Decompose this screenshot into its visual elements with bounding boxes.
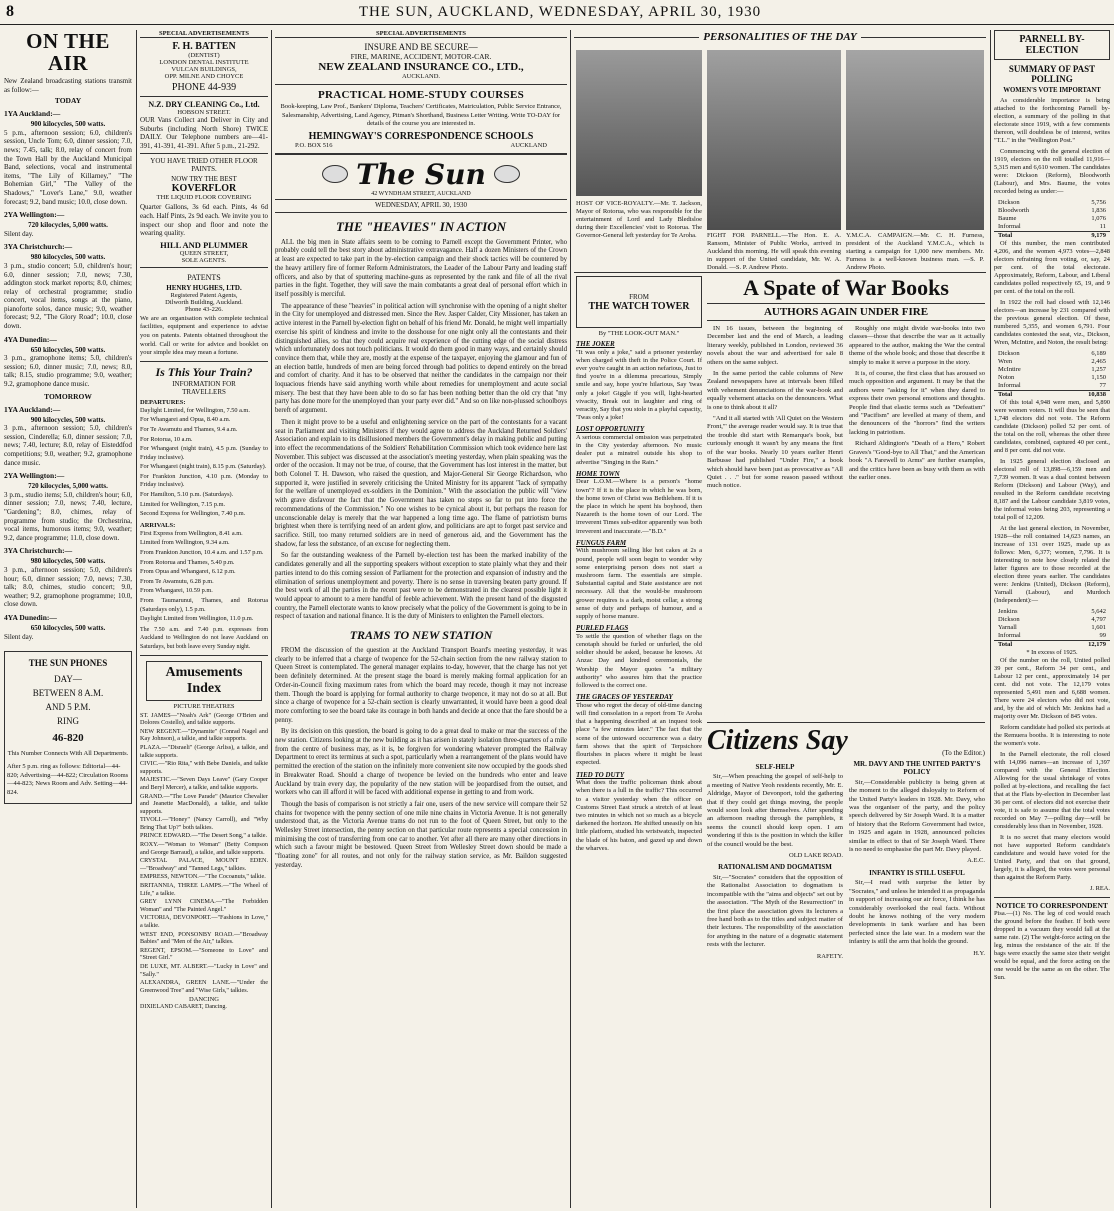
column-rule xyxy=(136,30,137,1208)
war-books-paragraph: IN 16 issues, between the beginning of December last and the end of March, a leading literary weekly, published in London, reviewed 36 novels about the war and advertised for sale 8 others on the same subject. xyxy=(707,325,843,366)
station-item xyxy=(4,613,132,641)
parnell-paragraph: In 1922 the roll had closed with 12,146 electors—an increase by 231 compared with the previous general election. Of these, numbered 5,355, and women 6,791. Four candidates contested the seat, viz., Dickson, Wren, McIntire, and Noton, the result being: xyxy=(994,299,1110,346)
station-programme: 3 p.m., studio items; 5.0, children's hour; 6.0, dinner session; 7.0, news; 7.40, lecture, "Gardening"; 8.0, chimes, relay of programme from studio; the Orchestrina, vocal items, humorous items; 9.0, weather; 9.2, dance programme; 11.0, close down. xyxy=(4,490,132,542)
home-study-title: PRACTICAL HOME-STUDY COURSES xyxy=(317,89,525,101)
departures-list xyxy=(140,407,268,519)
sun-crest-icon xyxy=(322,165,348,183)
dry-cleaning-ad xyxy=(140,97,268,154)
watch-tower-item xyxy=(576,624,702,690)
poll-votes: 99 xyxy=(1099,632,1106,639)
train-entry: From Whangarei, 10.59 p.m. xyxy=(140,587,213,595)
amusement-item: ST. JAMES—"Noah's Ark" (George O'Brien and Dolores Costello), and talkie supports. xyxy=(140,711,268,727)
watch-tower-text: "It was only a joke," said a prisoner yesterday when charged with theft in the Police Court. If ever you're caught in an action nefarious, Just to find you're in a dilemma precarious, Simply smile and say, hope you're hilarious, Say 'twas only a joke! Giggle if you will, light-hearted vivacity, Break out in laughter and ring of veracity, Say that you stole in a playful capacity, 'Twas only a joke! xyxy=(576,348,702,422)
watch-tower-item xyxy=(576,470,702,536)
watch-tower-heading: THE GRACES OF YESTERDAY xyxy=(576,693,673,702)
station-frequency: 650 kilocycles, 500 watts. xyxy=(30,623,106,632)
poll-votes: 1,076 xyxy=(1091,215,1106,222)
poll-votes: 12,179 xyxy=(1088,641,1106,648)
koverflor-line: NOW TRY THE BEST xyxy=(171,175,237,184)
poll-row xyxy=(994,199,1110,207)
koverflor-name: KOVERFLOR xyxy=(171,183,237,195)
letter-heading: INFANTRY IS STILL USEFUL xyxy=(869,868,965,877)
station-name: 1YA Auckland:— xyxy=(4,109,61,119)
poll-votes: 5,642 xyxy=(1091,608,1106,615)
train-entry: From Rotorua and Thames, 5.40 p.m. xyxy=(140,558,235,566)
poll-row xyxy=(994,207,1110,215)
page-number: 8 xyxy=(6,3,14,20)
trams-paragraph: Though the basis of comparison is not strictly a fair one, users of the new service will compare their 52 chains for twopence with the penny section of one mile nine chains in Victoria Avenue. It is not generally understood that, as the Victoria Avenue trams do not run to the foot of Queen Street, but only to the Wellesley Street intersection, the penny section on that particular route represents a special concession in minimising the cost of transferring from one car to another. Yet after all there are many other directions in which such a favour might be bestowed. Queen Street from Wellesley Street down should be made a "floating zone" for all routes, and not only for the railway station service, as Mr. Baildon suggested yesterday. xyxy=(275,800,567,869)
station-programme: 3 p.m., afternoon session; 5.0, children's session, Cinderella; 6.0, dinner session; 7.0, news; 7.40, lecture; 8.0, relay of Eisteddfod competitions; 9.0, weather; 9.2, gramophone dance music. xyxy=(4,424,132,467)
watch-tower-logo xyxy=(576,276,702,328)
train-entry: For Whangarei and Opua, 8.40 a.m. xyxy=(140,416,231,424)
poll-votes: 77 xyxy=(1099,382,1106,389)
train-entry: For Whangarei (night train), 4.5 p.m. (Sunday to Friday inclusive). xyxy=(140,445,268,461)
war-books-paragraph: "And it all started with 'All Quiet on the Western Front,'" the average reader would say. It is true that the trouble did start with Remarque's book, but curiously enough it wasn't by any means the first of the war books. Nearly 10 years earlier Henri Barbusse had published "Under Fire," a book which should have been just as provocative as "All Quiet . . ." but for some reason passed without much notice. xyxy=(707,415,843,490)
station-frequency: 900 kilocycles, 500 watts. xyxy=(30,415,106,424)
insurance-line: INSURE AND BE SECURE— xyxy=(364,42,478,52)
station-item xyxy=(4,335,132,389)
amusement-item: VICTORIA, DEVONPORT.—"Fashions in Love," a talkie. xyxy=(140,914,268,929)
poll-row xyxy=(994,374,1110,382)
editorial-paragraph: So far the outstanding weakness of the Parnell by-election test has been the marked inability of the candidates generally and all the supporting speakers without exception to state plainly what they and their parties intend to do this coming session of Parliament for the protection and expansion of industry and the elimination of serious unemployment and poverty. There is no sense in traversing beaten party ground. If the best work of all the parties in the recent past were to be demonstrated in the clearest possible light it would appear to amount to a mere handful of feeble achievement. With the present hand of the disgusted country, the Parnell electorate wants to know precisely what the policy of the Government is going to be in respect of taxation and national finance. It is the duty of Ministers to enlighten the Parnell electors. xyxy=(275,552,567,621)
poll-candidate: Total xyxy=(998,232,1013,239)
amusement-item: DE LUXE, MT. ALBERT.—"Lucky in Love" and "Sally." xyxy=(140,962,268,978)
dancing-item: DIXIELAND CABARET, Dancing. xyxy=(140,1004,227,1011)
poll-votes: 2,465 xyxy=(1091,358,1106,365)
poll-row xyxy=(994,616,1110,624)
patents-phone: Phone 43-226. xyxy=(185,305,223,313)
war-books-body xyxy=(707,325,985,491)
poll-candidate: Total xyxy=(998,641,1013,648)
sun-phones-box xyxy=(4,651,132,804)
poll-table-1919 xyxy=(994,199,1110,240)
parnell-paragraph: Reform candidate had polled six periods at the Remuera booths. It is interesting to note the women's vote. xyxy=(994,724,1110,747)
watch-tower-text: To settle the question of whether flags on the cenotaph should be furled or unfurled, the old soldier should be asked, because he knows. At Anzac Day and kindred ceremonials, the Worship the Mayor quotes "a military authority" who assures him that the practice followed is the correct one. xyxy=(576,632,702,690)
war-books-subtitle: AUTHORS AGAIN UNDER FIRE xyxy=(707,303,985,321)
column-rule xyxy=(990,30,991,1208)
watch-tower-column xyxy=(576,276,702,1206)
letter-signature: A.E.C. xyxy=(967,857,985,865)
letter-heading: SELF-HELP xyxy=(755,763,795,771)
trams-paragraph: By its decision on this question, the board is going to do a great deal to make or mar the success of the new station. Citizens looking at the new building as it has arisen in stately isolation three-quarters of a mile from the centre of business may, as it is, be forgiven for wondering whatever prompted the Railway Department to erect its terminus at such a spot, particularly when a rearrangement of the plans would have permitted the erection of the station on the infinitely more convenient site now occupied by the goods shed in Breakwater Road. Should a charge of twopence be levied on the hundreds who enter and leave Auckland by train every day, the popularity of the new station will be jeopardised from the outset, and workers who can ill afford it will be faced with additional expense in getting to and from work. xyxy=(275,728,567,797)
station-programme: 3 p.m., studio concert; 5.0, children's hour; 6.0, dinner session; 7.0, news; 7.30, addington stock market reports; 8.0, chimes; relay of orchestral programme; studio concert, vocal items, songs at the piano, pianoforte solos, dance music; 9.0, weather forecast; 9.2, "The Glory Road"; 10.0, close down. xyxy=(4,261,132,331)
train-entry: For Te Awamutu and Thames, 9.4 a.m. xyxy=(140,425,238,433)
on-the-air-intro: New Zealand broadcasting stations transmit as follow:— xyxy=(4,77,132,94)
koverflor-ad xyxy=(140,154,268,267)
portrait-photo xyxy=(846,50,984,230)
poll-votes: 11 xyxy=(1099,223,1106,230)
letter-signature: OLD LAKE ROAD. xyxy=(789,852,843,860)
patents-name: HENRY HUGHES, LTD. xyxy=(166,283,242,292)
poll-candidate: Baume xyxy=(998,215,1017,222)
koverflor-line: THE LIQUID FLOOR COVERING xyxy=(156,194,252,202)
stations-tomorrow-list xyxy=(4,405,132,641)
watch-tower-heading: TIED TO DUTY xyxy=(576,770,625,779)
train-entry: For Whangarei (night train), 8.15 p.m. (Saturday). xyxy=(140,463,267,471)
train-entry: Limited from Wellington, 9.34 a.m. xyxy=(140,539,230,547)
amusement-item: CIVIC.—"Rio Rita," with Bebe Daniels, and talkie supports. xyxy=(140,760,268,775)
watch-tower-heading: FUNGUS FARM xyxy=(576,538,627,547)
insurance-name: NEW ZEALAND INSURANCE CO., LTD., xyxy=(318,61,524,73)
batten-title: (DENTIST) xyxy=(188,52,220,59)
insurance-city: AUCKLAND. xyxy=(401,73,441,80)
station-programme: 3 p.m., afternoon session; 5.0, children's hour; 6.0, dinner session; 7.0, news; 7.30, talk; 8.0, chimes, studio concert; 9.0, weather; 9.2, gramophone programme; 10.0, close down. xyxy=(4,565,132,609)
amusement-item: CRYSTAL PALACE, MOUNT EDEN.—"Broadway" and "Tanned Legs," talkies. xyxy=(140,857,268,872)
station-name: 4YA Dunedin:— xyxy=(4,334,57,344)
station-programme: Silent day. xyxy=(4,632,34,641)
koverflor-firm: HILL AND PLUMMER xyxy=(160,239,248,250)
notice-title: NOTICE TO CORRESPONDENT xyxy=(994,897,1110,910)
letter-text: Sir,—I read with surprise the letter by "Socrates," and unless he intended it as propaganda in support of increasing our air force, I think he has considerably overlooked the real facts. Without doubt he knows nothing of the very modern developments in tank warfare and has been perfected since the late war. In a modern war the infantry is still the arm that holds the ground. xyxy=(849,879,985,946)
koverflor-body: Quarter Gallons, 3s 6d each. Pints, 4s 6d each. Half Pints, 2s 9d each. We invite you to inspect our shop and floor and note the wearing quality. xyxy=(140,203,268,238)
patents-body: We are an organisation with complete technical facilities, equipment and experience to advise you on patents. Patents obtained throughout the world. Call or write for advice and booklet on your simple idea may mean a fortune. xyxy=(140,314,268,357)
poll-candidate: Yarnall xyxy=(998,624,1017,631)
on-the-air-column xyxy=(4,30,132,1208)
train-entry: Second Express for Wellington, 7.40 p.m. xyxy=(140,510,246,518)
poll-candidate: Dickson xyxy=(998,616,1020,623)
poll-row xyxy=(994,215,1110,223)
adverts-section-label: SPECIAL ADVERTISEMENTS xyxy=(140,30,268,38)
poll-row xyxy=(994,382,1110,390)
parnell-paragraph: In 1925 general election disclosed an electoral roll of 13,898—6,159 men and 7,739 women. It was a dual contest between Reform (Dickson) and Labour (Way), and resulted in the Reform candidate receiving 8,187 and the Labour candidate 3,819 votes, the informal votes being 203, representing a total poll of 12,209. xyxy=(994,458,1110,521)
photo-caption-furness: Y.M.C.A. CAMPAIGN.—Mr. C. H. Furness, president of the Auckland Y.M.C.A., which is starting a campaign for 1,000 new members. Mr. Furness is a well-known business man. —S. P. Andrew Photo. xyxy=(846,232,984,271)
sun-logo: The Sun xyxy=(356,157,486,191)
hemingway-city: AUCKLAND xyxy=(510,141,547,149)
section-divider xyxy=(574,272,986,273)
patents-line: Dilworth Building, Auckland. xyxy=(165,298,243,306)
parnell-summary: SUMMARY OF PAST POLLING xyxy=(1008,64,1096,84)
letter-heading: MR. DAVY AND THE UNITED PARTY'S POLICY xyxy=(853,760,981,777)
masthead xyxy=(0,0,1114,25)
editorial-date: WEDNESDAY, APRIL 30, 1930 xyxy=(275,199,567,209)
phones-line: DAY— xyxy=(54,674,82,685)
station-frequency: 980 kilocycles, 500 watts. xyxy=(30,557,106,566)
amusement-item: WEST END, PONSONBY ROAD.—"Broadway Babies" and "Men of the Air," talkies. xyxy=(140,930,268,946)
amusements-index xyxy=(140,656,268,1015)
col3-section-label: SPECIAL ADVERTISEMENTS xyxy=(275,30,567,38)
personalities-title: PERSONALITIES OF THE DAY xyxy=(703,31,857,43)
koverflor-agents: SOLE AGENTS. xyxy=(181,256,227,264)
station-frequency: 720 kilocycles, 5,000 watts. xyxy=(28,221,108,230)
poll-row xyxy=(994,350,1110,358)
patents-line: Registered Patent Agents, xyxy=(170,291,238,299)
train-title: Is This Your Train? xyxy=(155,364,253,379)
phones-line: This Number Connects With All Departments. xyxy=(7,750,129,758)
parnell-paragraph: It is no secret that many electors would not have supported Reform candidate's candidature and would have voted for the United Party, and that on that ground, largely, it is alleged, the votes were personal than against the Reform Party. xyxy=(994,834,1110,881)
war-books-title: A Spate of War Books xyxy=(743,276,949,300)
amusement-item: PLAZA.—"Disraeli" (George Arliss), a talkie, and talkie supports. xyxy=(140,743,268,759)
amusement-item: EMPRESS, NEWTON.—"The Cocoanuts," talkie. xyxy=(140,873,266,881)
photo-caption-jackson: HOST OF VICE-ROYALTY.—Mr. T. Jackson, Mayor of Rotorua, who was responsible for the entertainment of Lord and Lady Bledisloe during their Excellencies' visit to Rotorua. The Governor-General left yesterday for Te Aroha. xyxy=(576,200,702,239)
train-timetable xyxy=(140,362,268,656)
watch-tower-text: A serious commercial omission was perpetrated in the City yesterday afternoon. No music dealer put a minstrel outside his shop to advertise "Singing in the Rain." xyxy=(576,434,702,466)
station-programme: 3 p.m., gramophone items; 5.0, children's session; 6.0, dinner music; 7.0, news; 8.0, talk; 8.15, studio programme; 9.0, weather; 9.2, gramophone dance music. xyxy=(4,354,132,389)
watch-tower-heading: LOST OPPORTUNITY xyxy=(576,425,645,434)
train-subtitle: INFORMATION FOR xyxy=(172,379,236,388)
trams-paragraph: FROM the discussion of the question at the Auckland Transport Board's meeting yesterday, it was clearly to be inferred that a charge of twopence for the 52-chain section from the new railway station to Queen Street is contemplated. The general manager explains to-day, however, that the charge has not yet been definitely determined. At the present stage the board is merely making formal application for an Order-in-Council fixing maximum rates from which the board may recede, though it may not increase them. Though the board is applying for formal authority to charge twopence, it may not do so at all. But since a charge of twopence for a 52-chain section is clearly unwarranted, it would have been a good deal more comforting to see the board take its courage in both hands and decide at once that the fare should be a penny. xyxy=(275,647,567,724)
amusement-item: NEW REGENT.—"Dynamite" (Conrad Nagel and Kay Johnson), a talkie, and talkie supports. xyxy=(140,727,268,743)
poll-candidate: Dickson xyxy=(998,199,1020,206)
parnell-title: PARNELL BY-ELECTION xyxy=(994,30,1110,60)
parnell-body xyxy=(994,97,1110,893)
poll-votes: 1,601 xyxy=(1091,624,1106,631)
war-books-paragraph: In the same period the cable columns of New Zealand newspapers have at intervals been filled with vehement denunciations of the war-book and equally vehement attacks on the denouncers. What is one to think about it all? xyxy=(707,370,843,411)
watch-tower-heading: HOME TOWN xyxy=(576,469,620,478)
sun-phones-title: THE SUN PHONES xyxy=(28,658,108,669)
train-entry: From Te Awamutu, 6.28 p.m. xyxy=(140,577,214,585)
letter-heading: RATIONALISM AND DOGMATISM xyxy=(718,863,832,872)
train-entry: Daylight Limited, for Wellington, 7.50 a.m. xyxy=(140,406,250,414)
batten-phone: PHONE 44-939 xyxy=(171,82,237,93)
watch-tower-text: What does the traffic policeman think about when there is a lull in the traffic? This occurred to a visitor yesterday when the officer on Customs Street East struck a stretch of at least two minutes in which not so much as a bicycle darkened the horizon. He shifted uneasily on his little platform, studied his wristwatch, inspected the blade of his baton, and gazed up and down the wharves. xyxy=(576,779,702,852)
poll-candidate: Dickson xyxy=(998,350,1020,357)
insurance-ad xyxy=(275,38,567,85)
letters-body xyxy=(707,760,985,962)
poll-candidate: Noton xyxy=(998,374,1015,381)
poll-candidate: Total xyxy=(998,391,1013,398)
batten-line: OPP. MILNE AND CHOYCE xyxy=(164,73,244,80)
patents-ad xyxy=(140,268,268,362)
amusement-item: GRAND.—"The Love Parade" (Maurice Chevalier and Jeanette MacDonald), a talkie, and talkie supports. xyxy=(140,792,268,815)
parnell-signature: J. REA. xyxy=(1089,885,1110,892)
watch-tower-item xyxy=(576,539,702,621)
parnell-paragraph: As considerable importance is being attached to the forthcoming Parnell by-election, a summary of the polling in that electorate since 1919, with a few comments thereon, will doubtless be of interest, writes "T.L." in the "Wellington Post." xyxy=(994,97,1110,144)
train-entry: From Taumarunui, Thames, and Rotorua (Saturdays only), 1.5 p.m. xyxy=(140,597,268,613)
amusements-title: Index xyxy=(186,680,222,696)
train-entry: Limited for Wellington, 7.15 p.m. xyxy=(140,500,226,508)
adverts-column xyxy=(140,30,268,1208)
photo-caption-ransom: FIGHT FOR PARNELL.—The Hon. E. A. Ransom, Minister of Public Works, arrived in Auckland this morning. He will speak this evening in support of the United candidate, Mr. W. A. Donald. —S. P. Andrew Photo. xyxy=(707,232,841,271)
dry-cleaning-body: OUR Vans Collect and Deliver in City and Suburbs (including North Shore) TWICE DAILY. Our Telephone numbers are—41-391, 41-391, 41-391. After 5 p.m., 21-292. xyxy=(140,116,268,150)
war-books-article xyxy=(707,276,985,716)
amusement-item: ROXY.—"Woman to Woman" (Betty Compson and George Barraud), a talkie, and talkie supports. xyxy=(140,841,268,856)
amusement-item: GREY LYNN CINEMA.—"The Forbidden Woman" and "The Painted Angel." xyxy=(140,898,268,913)
portrait-photo xyxy=(707,50,841,230)
watch-tower-text: Those who regret the decay of old-time dancing will find consolation in a report from Te Aroha that a happening described at an inquest took place "a few minutes later." The fact that the scene of the untoward occurrence was a dairy farm shows that the spirit of Terpsichore flourishes in places where it might be least expected. xyxy=(576,701,702,767)
war-books-paragraph: Richard Aldington's "Death of a Hero," Robert Graves's "Good-bye to All That," and the American book "A Farewell to Arms" are further examples, and the critics have been as busy with them as with the earlier ones. xyxy=(849,440,985,481)
parnell-column xyxy=(994,30,1110,1208)
poll-row xyxy=(994,358,1110,366)
amusement-item: ALEXANDRA, GREEN LANE.—"Under the Greenwood Tree" and "Wise Girls," talkies. xyxy=(140,979,268,994)
station-name: 3YA Christchurch:— xyxy=(4,242,73,252)
editorial-title: THE "HEAVIES" IN ACTION xyxy=(335,218,507,234)
hemingway-box: P.O. BOX 516 xyxy=(295,141,333,149)
stations-today-list xyxy=(4,109,132,388)
batten-line: VULCAN BUILDINGS, xyxy=(171,66,237,73)
station-frequency: 650 kilocycles, 500 watts. xyxy=(30,345,106,354)
poll-table-note: * In excess of 1925. xyxy=(1026,649,1078,656)
poll-votes: 4,797 xyxy=(1091,616,1106,623)
editorial-body xyxy=(275,239,567,622)
station-name: 1YA Auckland:— xyxy=(4,404,61,414)
amusement-item: REGENT, EPSOM.—"Someone to Love" and "Street Girl." xyxy=(140,946,268,962)
parnell-paragraph: Of the number on the roll, United polled 39 per cent., Reform 34 per cent., and Labour 12 per cent., approximately 14 per cent. did not vote. The 12,179 votes represented 5,491 men and 6,688 women. There were 24 electors who did not vote, and, by the aid of which Mr. Jenkins had a majority over Mr. Dickson of 845 votes. xyxy=(994,657,1110,720)
hemingway-name: HEMINGWAY'S CORRESPONDENCE SCHOOLS xyxy=(308,130,534,142)
poll-votes: 5,756 xyxy=(1091,199,1106,206)
amusement-item: MAJESTIC.—"Seven Days Leave" (Gary Cooper and Beryl Mercer), a talkie, and talkie supports. xyxy=(140,776,268,791)
poll-row xyxy=(994,608,1110,616)
poll-votes: 10,838 xyxy=(1088,391,1106,398)
page-title: THE SUN, AUCKLAND, WEDNESDAY, APRIL 30, 1930 xyxy=(358,3,762,20)
train-entry: From Opua and Whangarei, 6.12 p.m. xyxy=(140,568,236,576)
watch-tower-item xyxy=(576,771,702,853)
poll-votes: 1,257 xyxy=(1091,366,1106,373)
picture-theatres-label: PICTURE THEATRES xyxy=(173,702,235,710)
poll-candidate: Informal xyxy=(998,223,1021,230)
trams-title: TRAMS TO NEW STATION xyxy=(349,628,493,643)
station-item xyxy=(4,210,132,238)
insurance-line: FIRE, MARINE, ACCIDENT, MOTOR-CAR. xyxy=(350,52,492,61)
amusement-item: PRINCE EDWARD.—"The Desert Song," a talkie. xyxy=(140,832,268,840)
station-programme: 5 p.m., afternoon session; 6.0, children's session, Uncle Tom; 6.0, dinner session; 7.0, news; 7.45, talk; 8.0, relay of concert from the Town Hall by the Auckland Municipal Band, selections, vocal and instrumental items, "The Lily of Killarney," "The Bohemian Girl," "The Valley of the Shadows," "Lover's Lane," 9.0, weather forecast; 9.2, band music; 10.0, close down. xyxy=(4,128,132,206)
parnell-paragraph: Of this total 4,948 were men, and 5,890 were women voters. It will thus be seen that 1,748 electors did not vote. The Reform candidate (Dickson) polled 52 per cent. of the total on the roll, whereas the other three candidates, combined, captured 40 per cent., and 8 per cent. did not vote. xyxy=(994,399,1110,454)
letter-text: Sir,—"Socrates" considers that the opposition of the Rationalist Association to dogmatism is incompatible with the "aims and objects" set out by the association. "The Myth of the Resurrection" in the first place the association gives its lecturers a free hand both as to the titles and subject matter of their lectures. The responsibility of the association for anything in the nature of a dogmatic statement rests with the lecturer. xyxy=(707,873,843,949)
station-item xyxy=(4,242,132,330)
poll-votes: 9,179 xyxy=(1091,232,1106,239)
notice-body: Pisa.—(1) No. The leg of cod would reach the ground before the feather. If both were dropped in a vacuum they would fall at the same rate. (2) The weight-force acting on the leg, minus the resistance of the air. If the bags were exactly the same size their weight would be equal, and the force acting on the one would be the same as on the other. The Sun. xyxy=(994,910,1110,981)
letter-signature: RAFETY. xyxy=(816,952,843,960)
watch-tower-heading: THE JOKER xyxy=(576,340,615,348)
dry-cleaning-street: HOBSON STREET. xyxy=(177,109,231,116)
batten-ad xyxy=(140,38,268,97)
poll-row xyxy=(994,640,1110,649)
train-entry: Daylight Limited from Wellington, 11.0 p.m. xyxy=(140,615,254,623)
watch-tower-item xyxy=(576,340,702,422)
batten-line: LONDON DENTAL INSTITUTE xyxy=(159,59,249,66)
poll-candidate: McIntire xyxy=(998,366,1021,373)
sun-address: 42 WYNDHAM STREET, AUCKLAND xyxy=(371,190,471,197)
train-entry: For Hamilton, 5.10 p.m. (Saturdays). xyxy=(140,491,234,499)
watch-tower-text: With mushroom selling like hot cakes at 2s a pound, people will soon begin to wonder why some enterprising person does not start a mushroom farm. The essentials are simple. Substantial capital and State assistance are not necessary. All that the would-be mushroom grower requires is a dark, moist cellar, a strong sense of duty and perhaps of humour, and a supply of horse manure. xyxy=(576,547,702,621)
poll-votes: 1,836 xyxy=(1091,207,1106,214)
poll-candidate: Bloodworth xyxy=(998,207,1030,214)
train-entry: For Frankton Junction, 4.10 p.m. (Monday to Friday inclusive). xyxy=(140,472,268,489)
watch-tower-byline: By "THE LOOK-OUT MAN." xyxy=(598,330,680,337)
poll-candidate: Jenkins xyxy=(998,608,1018,615)
letter-text: Sir,—Considerable publicity is being given at the moment to the alleged disloyalty to Reform of the United Party's leaders in 1928. Mr. Davy, who was the organiser of the party, and the policy speech delivered by Sir Joseph Ward. It is a matter of history that the Reform Government had twice, in 1925 and again in 1928, announced policies similar in effect to that of Sir Joseph Ward. There is no need to emphasise the part Mr. Davy played. xyxy=(849,778,985,854)
portrait-photo xyxy=(576,50,702,196)
column-rule xyxy=(271,30,272,1208)
watch-tower-text: Dear L.O.M.—Where is a person's "home town"? If it is the place in which he was born, the home town of Christ was Bethlehem. If it is the place in which he spent his boyhood, then Nazareth is the home town of our Lord. The irreverent Times sub-editor apparently was both irreverent and inaccurate.—"B.D." xyxy=(576,478,702,535)
parnell-paragraph: In the Parnell electorate, the roll closed with 14,096 names—an increase of 1,397 compared with the General Election. Allowing for the usual shrinkage of votes polled at by-elections, and recalling the fact that at the Flats by-election in December last 36 per cent. of electors did not exercise their vote, it is safe to assume that the total votes recorded on May 7—polling day—will be considerably less than in November, 1928. xyxy=(994,751,1110,830)
parnell-women-vote: WOMEN'S VOTE IMPORTANT xyxy=(1003,87,1101,94)
home-study-body: Book-keeping, Law Prof., Bankers' Diploma, Teachers' Certificates, Matriculation, Public Service Entrance, Salesmanship, Advertising, Land Agency, Pitman's Shorthand, Business Letter Writing. Write TO-DAY for details of the course you are interested in. xyxy=(280,103,562,128)
phones-line: AND 5 P.M. xyxy=(45,702,91,713)
station-name: 3YA Christchurch:— xyxy=(4,546,73,556)
editorial-paragraph: Then it might prove to be a useful and enlightening service on the part of the contestants for a vacant seat in Parliament and visiting Ministers if they would agree to address the Auckland Returned Soldiers' Association and explain to its disillusioned members the Government's delay in making public and putting into effect the recommendations of the Soldiers' Rehabilitation Commission which took evidence here last November. This subject was discussed at the association's meeting yesterday, when plain speaking was the order of the occasion. It may not be true, of course, that the Government has lost interest in the matter, but both Colonel T. H. Dawson, who raised the question, and Major-General Sir George Richardson, who supported it, were justified in severely criticising the United Ministry for its apparent "lack of sympathy for the welfare of unemployed ex-soldiers in the Dominion." With the association the public will "view with grave disfavour the fact that the Government has taken no steps so far to put into force the recommendations of the Commission." No one wishes to be cynical about it, but perhaps the reason for unconscionable delay is merely that the war happened a long time ago. The flame of patriotism burns brightest when there is terrifying need of an ardent glow, and politicians are apt to forget past service and sacrifice. Still, too many returned soldiers are in need of generous aid, and the Government has the shadow, far less the substance, of an excuse for neglecting them. xyxy=(275,418,567,548)
phones-number: 46-820 xyxy=(52,732,84,745)
sun-crest-icon xyxy=(494,165,520,183)
station-name: 2YA Wellington:— xyxy=(4,471,65,481)
editorial-paragraph: The appearance of these "heavies" in political action will synchronise with the opening of a night shelter in the City for unemployed and distressed men. Since the Rev. Jasper Calder, City Missioner, has taken an active interest in the Parnell by-election fight on behalf of his friend Mr. Donald, he might well impartially exercise his spirit of kindness and invite to the dosshouse for one night only all the contestants and their distinguished allies, so that they could acquire real experience of the cutting edge of the social distress which unfortunately does not touch politicians. It would do them good in many ways, and certainly should convince them that, while they are, mostly at the expense of the taxpayer, enjoying the glamour and fun of an election battle, hundreds of men are being forced through bad politics to depend entirely on the bread and comfort of charity. And it has to be observed that neither the candidates in the campaign nor their loquacious friends have said anything worth while about remedies for unemployment and acute social misery. The best that they have been able to do so far has been nothing better than the old cry that "my party has done more for the unemployed than your party ever did." And so on like non-plussed schoolboys bereft of argument. xyxy=(275,302,567,415)
sun-nameplate xyxy=(275,155,567,213)
amusements-list xyxy=(140,712,268,995)
watch-tower-title: THE WATCH TOWER xyxy=(588,300,690,312)
watch-tower-item xyxy=(576,693,702,767)
today-label: TODAY xyxy=(54,96,82,106)
on-the-air-headline: ON THE AIR xyxy=(26,30,110,75)
station-item xyxy=(4,546,132,609)
citizens-say-title: Citizens Say xyxy=(707,725,848,756)
column-rule xyxy=(570,30,571,1208)
station-frequency: 720 kilocycles, 5,000 watts. xyxy=(28,482,108,491)
parnell-paragraph: Of this number, the men contributed 4,206, and the women 4,973 votes—2,848 electors refraining from voting, or, say, 24 per cent. of the total electorate. Approximately, Reform, Labour, and Liberal candidates polled respectively 65, 19, and 9 per cent. of the total on the roll. xyxy=(994,240,1110,295)
koverflor-street: QUEEN STREET, xyxy=(179,249,229,257)
poll-row xyxy=(994,632,1110,640)
dry-cleaning-name: N.Z. DRY CLEANING Co., Ltd. xyxy=(148,100,260,109)
watch-tower-item xyxy=(576,425,702,466)
poll-votes: 1,150 xyxy=(1091,374,1106,381)
phones-after-hours: After 5 p.m. ring as follows: Editorial—44-820; Advertising—44-822; Circulation Rooms—44-823; News Room and Adv. Setting—44-824. xyxy=(7,763,129,796)
home-study-ad xyxy=(275,85,567,155)
station-programme: Silent day. xyxy=(4,229,34,238)
koverflor-line: YOU HAVE TRIED OTHER FLOOR PAINTS. xyxy=(150,157,258,174)
station-item xyxy=(4,109,132,206)
departures-label: DEPARTURES: xyxy=(140,398,186,406)
poll-candidate: Informal xyxy=(998,382,1021,389)
watch-tower-heading: PURLED FLAGS xyxy=(576,624,629,633)
station-name: 2YA Wellington:— xyxy=(4,210,65,220)
editorial-column xyxy=(275,30,567,1208)
poll-row xyxy=(994,366,1110,374)
poll-candidate: Wren xyxy=(998,358,1013,365)
train-entry: First Express from Wellington, 8.41 a.m. xyxy=(140,529,243,537)
citizens-say-section xyxy=(707,722,985,1206)
amusement-item: BRITANNIA, THREE LAMPS.—"The Wheel of Life," a talkie. xyxy=(140,882,268,897)
war-books-paragraph: Roughly one might divide war-books into two classes—those that describe the war as it actually appeared to the author, making the War the central theme of the whole book; and those that describe it simply to make it serve a purpose in the story. xyxy=(849,325,985,366)
amusements-title: Amusements xyxy=(165,664,243,680)
poll-table-1928 xyxy=(994,608,1110,649)
train-entry: For Rotorua, 10 a.m. xyxy=(140,435,193,443)
citizens-say-subtitle: (To the Editor.) xyxy=(942,749,985,757)
war-books-paragraph: It is, of course, the first class that has aroused so much opposition and argument. It may be that the authors were "asking for it" when they dared to express their own personal emotions and thoughts. People find that elastic terms such as "Defeatism" and "Pacifism" are levelled at many of them, and the denouncers of the "horrors" find the writers lacking in patriotism. xyxy=(849,370,985,436)
arrivals-list xyxy=(140,530,268,624)
watch-tower-from: FROM xyxy=(629,292,649,301)
tomorrow-label: TOMORROW xyxy=(44,391,92,401)
poll-table-1922 xyxy=(994,350,1110,399)
station-frequency: 900 kilocycles, 500 watts. xyxy=(30,120,106,129)
letter-signature: H.Y. xyxy=(973,949,985,957)
letter-text: Sir,—When preaching the gospel of self-help to a meeting of Native Yeoh residents recently, Mr. E. Aldridge, Mayor of Devonport, told the gathering that if they could get things moving, the people would soon look after themselves. After spending an afternoon reading through the pamphlets, it seems the council should keep open. I am wondering if this is the position in which the killer of the council would be the best. xyxy=(707,773,843,848)
poll-row xyxy=(994,223,1110,231)
editorial-paragraph: ALL the big men in State affairs seem to be coming to Parnell except the Government Printer, who probably could tell the best story about administrative extravagance. Half a dozen Ministers of the Crown at least are expected to take part in the by-election campaign and their shock tactics will be countered by the heavy artillery fire of former Reform Administrators, the Leader of the Labour Party and leading staff officers, and also by that of sputtering machine-guns as represented by the rank and file of all the rival parties in the fight. Together, they will save the main combatants a great deal of personal effort which in itself possibly is merciful. xyxy=(275,238,567,298)
patents-title: PATENTS xyxy=(187,272,221,282)
amusement-item: TIVOLI.—"Honey" (Nancy Carroll), and "Why Bring That Up?" both talkies. xyxy=(140,816,268,831)
station-frequency: 980 kilocycles, 500 watts. xyxy=(30,253,106,262)
watch-tower-items xyxy=(576,340,702,853)
train-note: The 7.50 a.m. and 7.40 p.m. expresses from Auckland to Wellington do not leave Auckland on Saturdays, but both leave every Sunday night. xyxy=(140,626,268,650)
station-name: 4YA Dunedin:— xyxy=(4,612,57,622)
batten-name: F. H. BATTEN xyxy=(172,41,236,52)
phones-line: RING xyxy=(57,716,79,727)
poll-candidate: Informal xyxy=(998,632,1021,639)
parnell-paragraph: At the last general election, in November, 1928—the roll contained 14,623 names, an increase of 131 over 1925, made up as follows: Men, 6,377; women, 7,796. It is interesting to note how closely related the latter figures are to those recorded at the election three years earlier. The candidates were: Jenkins (United), Dickson (Reform), Yarnall (Labour), and Murdoch (Independent):— xyxy=(994,525,1110,604)
phones-line: BETWEEN 8 A.M. xyxy=(32,688,104,699)
parnell-paragraph: Commencing with the general election of 1919, electors on the roll totalled 11,916—5,315 men and 6,610 women. The candidates were: Dickson (Reform), Bloodworth (Labour), and Mrs. Baume, the votes recorded being as under:— xyxy=(994,148,1110,195)
dancing-label: DANCING xyxy=(189,996,219,1004)
station-item xyxy=(4,405,132,468)
poll-row xyxy=(994,231,1110,240)
poll-row xyxy=(994,390,1110,399)
train-subtitle: TRAVELLERS xyxy=(182,387,226,396)
station-item xyxy=(4,471,132,542)
poll-votes: 6,189 xyxy=(1091,350,1106,357)
trams-body xyxy=(275,647,567,871)
train-entry: From Frankton Junction, 10.4 a.m. and 1.57 p.m. xyxy=(140,549,264,557)
arrivals-label: ARRIVALS: xyxy=(140,521,176,529)
poll-row xyxy=(994,624,1110,632)
